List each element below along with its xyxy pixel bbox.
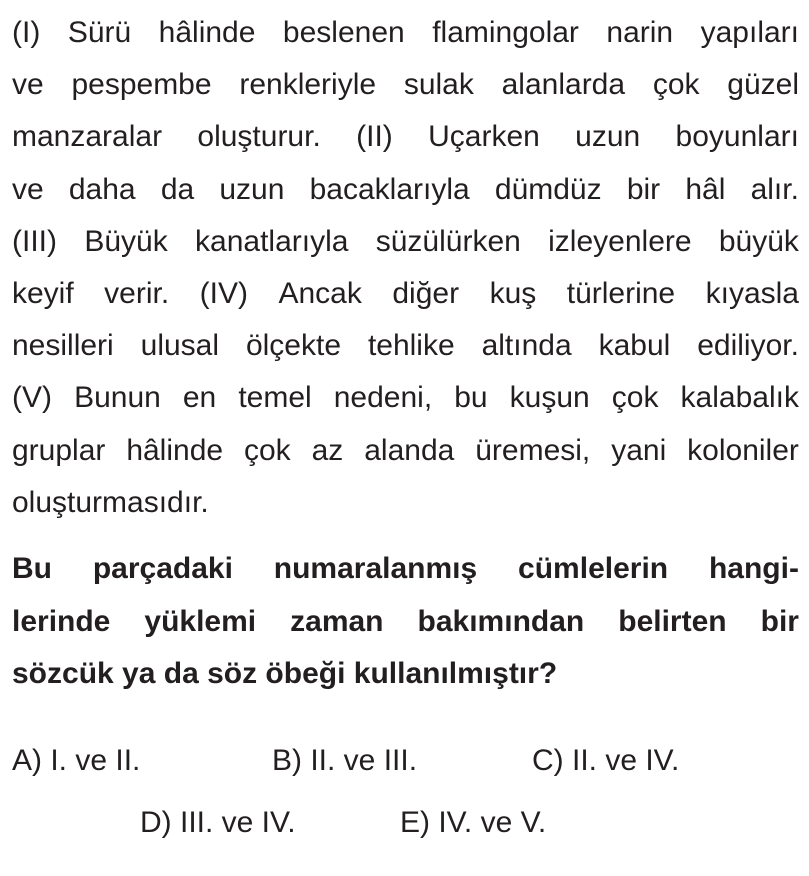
answer-option-d[interactable]: D) III. ve IV. [140, 806, 296, 839]
passage-line: nesilleri ulusal ölçekte tehlike altında kabul ediliyor. [12, 329, 799, 363]
answer-option-e[interactable]: E) IV. ve V. [400, 806, 547, 839]
passage-line: ve pespembe renkleriyle sulak alanlarda çok güzel [12, 68, 799, 102]
passage-line: manzaralar oluşturur. (II) Uçarken uzun boyunları [12, 120, 799, 154]
passage-line: gruplar hâlinde çok az alanda üremesi, yani koloniler [12, 433, 799, 467]
answer-option-a[interactable]: A) I. ve II. [12, 744, 141, 777]
passage-line: (V) Bunun en temel nedeni, bu kuşun çok kalabalık [12, 381, 799, 415]
answer-option-c[interactable]: C) II. ve IV. [532, 744, 680, 777]
passage-line: keyif verir. (IV) Ancak diğer kuş türlerine kıyasla [12, 276, 799, 310]
answer-option-b[interactable]: B) II. ve III. [272, 744, 418, 777]
question-line: lerinde yüklemi zaman bakımından belirten bir [12, 604, 799, 638]
passage-line: (III) Büyük kanatlarıyla süzülürken izleyenlere büyük [12, 224, 799, 258]
passage-line: ve daha da uzun bacaklarıyla dümdüz bir hâl alır. [12, 172, 799, 206]
question-line: Bu parçadaki numaralanmış cümlelerin hangi- [12, 552, 799, 585]
question-stem [12, 543, 799, 701]
question-line: sözcük ya da söz öbeği kullanılmıştır? [12, 657, 558, 690]
passage-text [12, 7, 799, 529]
passage-line: (I) Sürü hâlinde beslenen flamingolar narin yapıları [12, 16, 799, 49]
passage-line: oluşturmasıdır. [12, 485, 209, 519]
